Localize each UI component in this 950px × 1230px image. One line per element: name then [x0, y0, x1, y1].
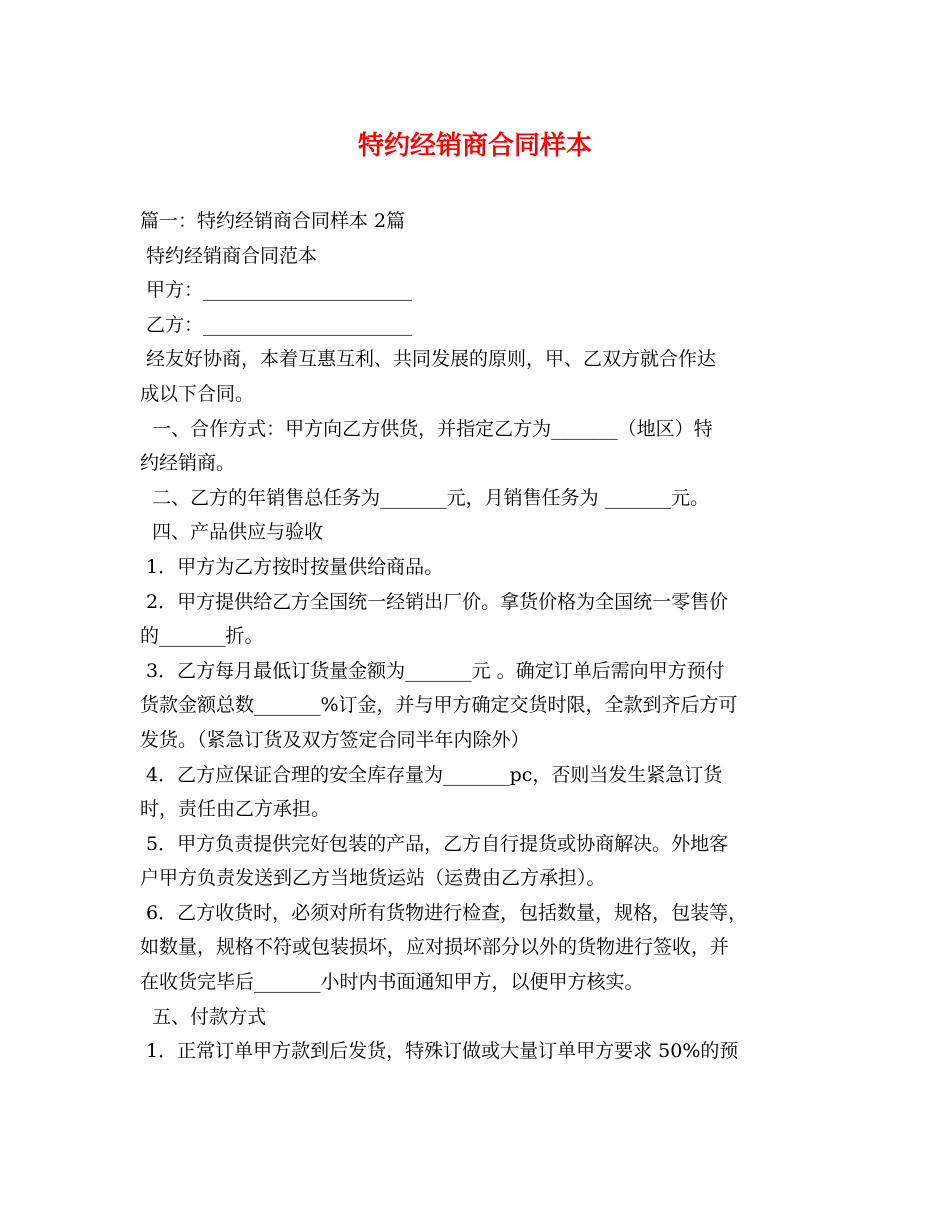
document-body: [140, 204, 830, 1069]
contract-subtitle: 特约经销商合同范本: [140, 244, 318, 267]
text-line: 4．乙方应保证合理的安全库存量为_______pc，否则当发生紧急订货: [140, 763, 723, 786]
section-heading: 篇一：特约经销商合同样本 2篇: [140, 210, 406, 232]
text-line: 如数量，规格不符或包装损坏，应对损坏部分以外的货物进行签收，并: [140, 936, 730, 959]
text-line: 成以下合同。: [140, 382, 255, 405]
text-line: 的_______折。: [140, 625, 264, 648]
text-line: 货款金额总数_______%订金，并与甲方确定交货时限，全款到齐后方可: [140, 694, 738, 717]
text-line: 发货。（紧急订货及双方签定合同半年内除外）: [140, 728, 530, 751]
text-line: 1．正常订单甲方款到后发货，特殊订做或大量订单甲方要求 50%的预: [140, 1040, 739, 1063]
party-a-field: 甲方：______________________: [140, 279, 413, 302]
text-line: 1．甲方为乙方按时按量供给商品。: [140, 555, 444, 578]
text-line: 二、乙方的年销售总任务为_______元，月销售任务为 _______元。: [140, 486, 710, 509]
text-line: 约经销商。: [140, 452, 236, 475]
text-line: 3．乙方每月最低订货量金额为_______元 。确定订单后需向甲方预付: [140, 659, 725, 682]
text-line: 一、合作方式：甲方向乙方供货，并指定乙方为_______（地区）特: [140, 417, 713, 440]
clause-heading: 四、产品供应与验收: [140, 521, 324, 544]
text-line: 户甲方负责发送到乙方当地货运站（运费由乙方承担）。: [140, 867, 606, 890]
text-line: 5．甲方负责提供完好包装的产品，乙方自行提货或协商解决。外地客: [140, 832, 729, 855]
text-line: 6．乙方收货时，必须对所有货物进行检查，包括数量，规格，包装等，: [140, 901, 748, 924]
party-b-field: 乙方：______________________: [140, 313, 413, 336]
text-line: 经友好协商，本着互惠互利、共同发展的原则，甲、乙双方就合作达: [140, 348, 717, 371]
document-title: 特约经销商合同样本: [357, 131, 592, 161]
text-line: 在收货完毕后_______小时内书面通知甲方，以便甲方核实。: [140, 971, 644, 994]
text-line: 时，责任由乙方承担。: [140, 798, 331, 821]
text-line: 2．甲方提供给乙方全国统一经销出厂价。拿货价格为全国统一零售价: [140, 590, 729, 613]
clause-heading: 五、付款方式: [140, 1005, 267, 1028]
